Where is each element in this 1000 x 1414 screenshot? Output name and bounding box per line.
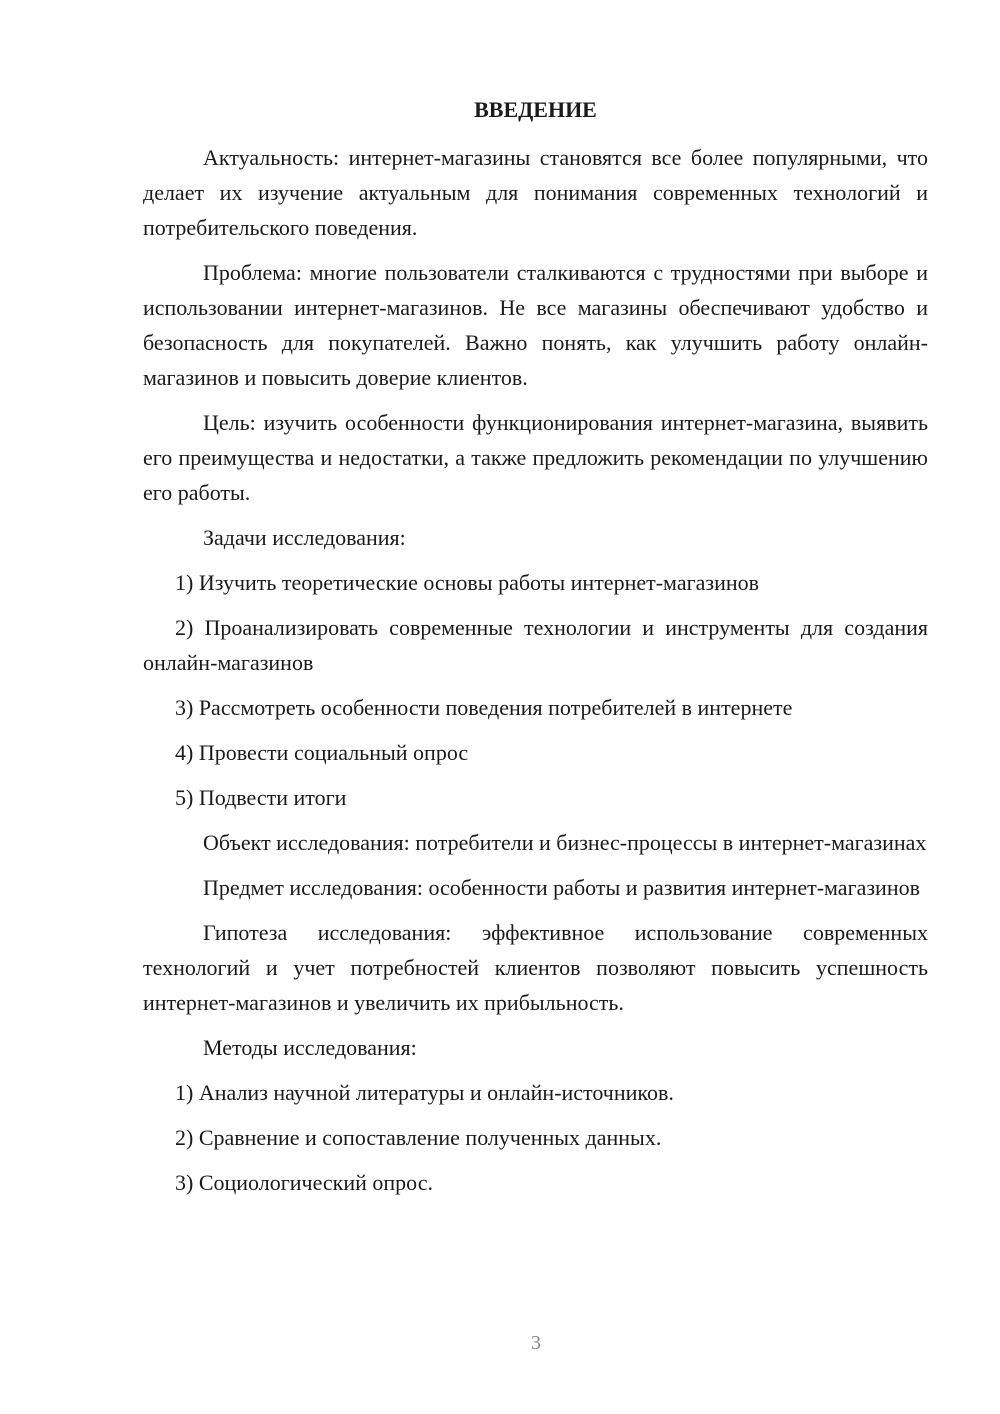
task-item-2: 2) Проанализировать современные технологии и инструменты для создания онлайн-магазинов <box>143 615 928 675</box>
task-item-3: 3) Рассмотреть особенности поведения потребителей в интернете <box>175 695 793 720</box>
task-item-5: 5) Подвести итоги <box>175 785 347 810</box>
object-paragraph: Объект исследования: потребители и бизнес-процессы в интернет-магазинах <box>203 830 927 855</box>
relevance-paragraph: Актуальность: интернет-магазины становятся все более популярными, что делает их изучение актуальным для понимания современных технологий и потребительского поведения. <box>143 145 928 240</box>
hypothesis-paragraph: Гипотеза исследования: эффективное использование современных технологий и учет потребностей клиентов позволяют повысить успешность интернет-магазинов и увеличить их прибыльность. <box>143 920 928 1015</box>
methods-heading: Методы исследования: <box>203 1035 417 1060</box>
tasks-heading: Задачи исследования: <box>203 525 406 550</box>
page-title: ВВЕДЕНИЕ <box>474 97 597 122</box>
goal-paragraph: Цель: изучить особенности функционирования интернет-магазина, выявить его преимущества и недостатки, а также предложить рекомендации по улучшению его работы. <box>143 410 928 505</box>
method-item-3: 3) Социологический опрос. <box>175 1170 433 1195</box>
method-item-2: 2) Сравнение и сопоставление полученных данных. <box>175 1125 662 1150</box>
method-item-1: 1) Анализ научной литературы и онлайн-источников. <box>175 1080 674 1105</box>
problem-paragraph: Проблема: многие пользователи сталкиваются с трудностями при выборе и использовании интернет-магазинов. Не все магазины обеспечивают удобство и безопасность для покупателей. Важно понять, как улучшить работу онлайн-магазинов и повысить доверие клиентов. <box>143 260 928 390</box>
task-item-4: 4) Провести социальный опрос <box>175 740 469 765</box>
subject-paragraph: Предмет исследования: особенности работы и развития интернет-магазинов <box>203 875 920 900</box>
task-item-1: 1) Изучить теоретические основы работы интернет-магазинов <box>175 570 759 595</box>
page-content <box>143 92 928 1210</box>
page-number: 3 <box>531 1332 541 1354</box>
